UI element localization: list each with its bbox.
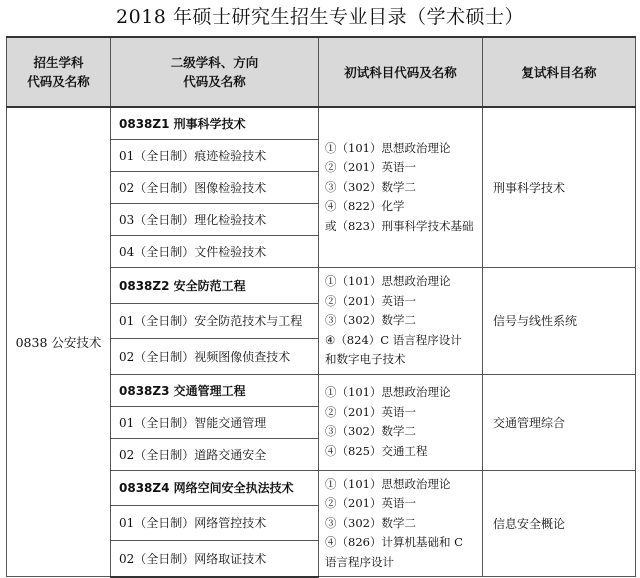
direction-cell: 02（全日制）网络取证技术: [111, 541, 319, 577]
header-direction-line2: 代码及名称: [183, 74, 246, 89]
exam-item: ④（822）化学: [325, 199, 405, 214]
header-major-code-line2: 代码及名称: [27, 74, 90, 89]
exam-item: ②（201）英语一: [325, 293, 416, 308]
exam-item: ③（302）数学二: [325, 515, 416, 530]
exam-item: ③（302）数学二: [325, 179, 416, 194]
exam-cell: [319, 107, 483, 268]
header-direction-line1: 二级学科、方向: [170, 55, 259, 70]
direction-cell: 01（全日制）网络管控技术: [111, 505, 319, 540]
direction-cell: 02（全日制）图像检验技术: [111, 172, 319, 204]
direction-cell: 01（全日制）痕迹检验技术: [111, 140, 319, 172]
exam-item: ③（302）数学二: [325, 424, 416, 438]
exam-item: ④（825）交通工程: [325, 443, 428, 458]
exam-item: ①（101）思想政治理论: [325, 274, 451, 288]
group-head: 0838Z4 网络空间安全执法技术: [111, 470, 319, 505]
exam-item: 和数字电子技术: [325, 352, 406, 366]
direction-cell: 04（全日制）文件检验技术: [111, 236, 319, 268]
major-cell: 0838 公安技术: [7, 107, 111, 577]
exam-item: ④（826）计算机基础和 C: [325, 535, 463, 549]
exam-item: ②（201）英语一: [325, 160, 416, 175]
header-major-code: [7, 37, 111, 107]
header-retest: 复试科目名称: [483, 37, 636, 107]
direction-cell: 01（全日制）智能交通管理: [111, 406, 319, 438]
exam-item: ②（201）英语一: [325, 404, 416, 419]
exam-item: 语言程序设计: [325, 554, 394, 569]
retest-cell: 刑事科学技术: [483, 107, 636, 268]
direction-cell: 02（全日制）道路交通安全: [111, 438, 319, 470]
exam-item: ①（101）思想政治理论: [325, 476, 451, 491]
table-row: [7, 107, 636, 140]
exam-cell: [319, 374, 483, 470]
exam-cell: [319, 268, 483, 375]
exam-item: ③（302）数学二: [325, 313, 416, 327]
direction-cell: 03（全日制）理化检验技术: [111, 204, 319, 236]
header-direction: [111, 37, 319, 107]
header-major-code-line1: 招生学科: [33, 55, 84, 70]
exam-item: ④（824）C 语言程序设计: [325, 332, 462, 347]
catalog-table: [6, 36, 636, 578]
direction-cell: 01（全日制）安全防范技术与工程: [111, 303, 319, 339]
table-header-row: [7, 37, 636, 107]
group-head: 0838Z2 安全防范工程: [111, 268, 319, 304]
header-exam: 初试科目代码及名称: [319, 37, 483, 107]
exam-item: ②（201）英语一: [325, 496, 416, 510]
retest-cell: 信号与线性系统: [483, 268, 636, 375]
exam-cell: [319, 470, 483, 577]
exam-item: ①（101）思想政治理论: [325, 140, 451, 155]
group-head: 0838Z1 刑事科学技术: [111, 107, 319, 140]
group-head: 0838Z3 交通管理工程: [111, 374, 319, 406]
retest-cell: 交通管理综合: [483, 374, 636, 470]
exam-item: ①（101）思想政治理论: [325, 385, 451, 399]
direction-cell: 02（全日制）视频图像侦查技术: [111, 339, 319, 375]
document-title: 2018 年硕士研究生招生专业目录（学术硕士）: [116, 6, 524, 28]
retest-cell: 信息安全概论: [483, 470, 636, 577]
exam-item: 或（823）刑事科学技术基础: [325, 218, 474, 233]
